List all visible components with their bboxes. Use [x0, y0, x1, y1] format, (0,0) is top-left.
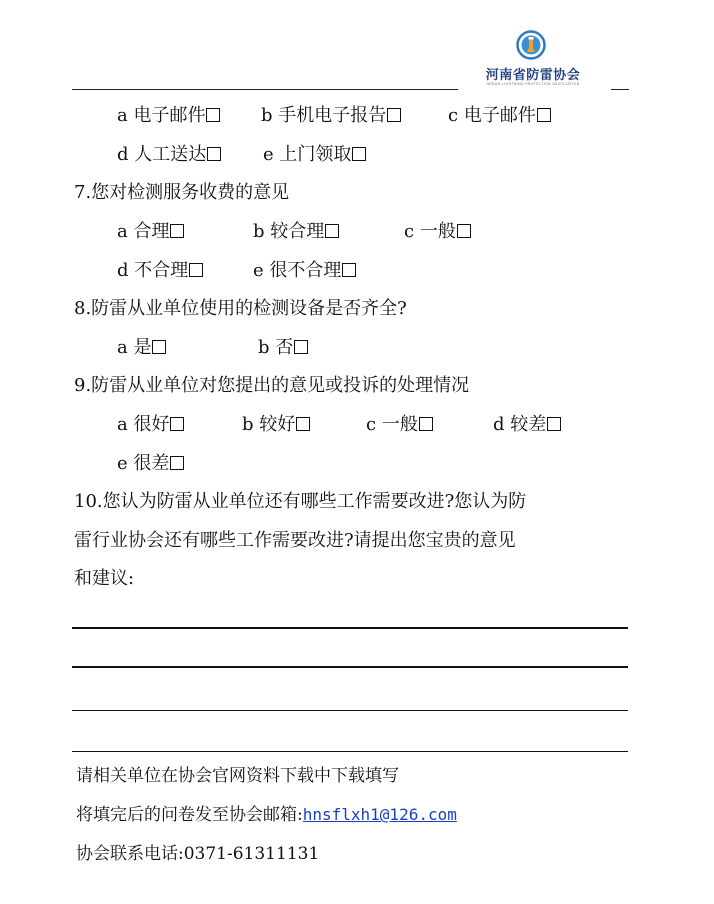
checkbox[interactable] — [170, 224, 184, 238]
checkbox[interactable] — [207, 147, 221, 161]
option-key: d — [493, 414, 505, 435]
q7-question: 7.您对检测服务收费的意见 — [74, 182, 290, 203]
checkbox[interactable] — [170, 417, 184, 431]
option-key: c — [366, 414, 377, 435]
option-label: 较差 — [510, 414, 547, 435]
checkbox[interactable] — [296, 417, 310, 431]
q10-question-line-3: 和建议: — [74, 568, 135, 589]
q10-question-line-1: 10.您认为防雷从业单位还有哪些工作需要改进?您认为防 — [74, 491, 527, 512]
option-label: 一般 — [419, 221, 456, 242]
option-key: a — [117, 337, 128, 358]
option-key: a — [117, 105, 128, 126]
q7-option-a[interactable] — [117, 220, 184, 244]
q6-option-b[interactable] — [261, 104, 401, 128]
option-label: 较合理 — [270, 221, 325, 242]
logo-subtitle: HENAN LIGHTNING PROTECTION ASSOCIATION — [486, 82, 580, 86]
footer-email-prefix: 将填完后的问卷发至协会邮箱: — [76, 805, 303, 825]
answer-line-2[interactable] — [72, 666, 628, 668]
association-logo — [464, 30, 602, 90]
q9-option-d[interactable] — [493, 413, 561, 437]
answer-line-3[interactable] — [72, 710, 628, 711]
option-label: 很不合理 — [269, 260, 342, 281]
option-key: b — [258, 337, 270, 358]
q6-option-d[interactable] — [117, 143, 221, 167]
header-rule-left — [72, 89, 458, 90]
q8-option-b[interactable] — [258, 336, 308, 360]
option-key: e — [117, 453, 128, 474]
checkbox[interactable] — [170, 456, 184, 470]
checkbox[interactable] — [294, 340, 308, 354]
checkbox[interactable] — [387, 108, 401, 122]
option-label: 否 — [275, 337, 294, 358]
q8-question: 8.防雷从业单位使用的检测设备是否齐全? — [74, 298, 407, 319]
option-key: b — [242, 414, 254, 435]
q9-option-c[interactable] — [366, 413, 433, 437]
option-key: a — [117, 221, 128, 242]
option-key: d — [117, 260, 129, 281]
option-label: 手机电子报告 — [278, 105, 387, 126]
q9-question: 9.防雷从业单位对您提出的意见或投诉的处理情况 — [74, 375, 470, 396]
q7-option-e[interactable] — [253, 259, 356, 283]
option-key: e — [263, 144, 274, 165]
option-key: b — [261, 105, 273, 126]
answer-line-1[interactable] — [72, 627, 628, 629]
checkbox[interactable] — [457, 224, 471, 238]
checkbox[interactable] — [352, 147, 366, 161]
footer-email-note — [76, 804, 457, 826]
q10-question-line-2: 雷行业协会还有哪些工作需要改进?请提出您宝贵的意见 — [74, 530, 516, 551]
checkbox[interactable] — [547, 417, 561, 431]
option-label: 上门领取 — [279, 144, 352, 165]
q8-option-a[interactable] — [117, 336, 166, 360]
checkbox[interactable] — [189, 263, 203, 277]
q6-option-e[interactable] — [263, 143, 366, 167]
option-label: 很差 — [133, 453, 170, 474]
checkbox[interactable] — [325, 224, 339, 238]
checkbox[interactable] — [152, 340, 166, 354]
q7-option-b[interactable] — [253, 220, 339, 244]
option-label: 电子邮件 — [463, 105, 536, 126]
q9-option-b[interactable] — [242, 413, 310, 437]
lighthouse-emblem-icon — [516, 30, 546, 60]
option-label: 合理 — [133, 221, 170, 242]
header-rule-right — [611, 89, 629, 90]
checkbox[interactable] — [206, 108, 220, 122]
option-key: c — [448, 105, 459, 126]
q6-option-a[interactable] — [117, 104, 220, 128]
option-key: d — [117, 144, 129, 165]
option-label: 电子邮件 — [133, 105, 206, 126]
checkbox[interactable] — [419, 417, 433, 431]
q7-option-c[interactable] — [404, 220, 471, 244]
option-key: c — [404, 221, 415, 242]
q7-option-d[interactable] — [117, 259, 203, 283]
footer-download-note: 请相关单位在协会官网资料下载中下载填写 — [76, 766, 399, 786]
option-label: 较好 — [259, 414, 296, 435]
option-key: a — [117, 414, 128, 435]
option-label: 不合理 — [134, 260, 189, 281]
option-label: 一般 — [381, 414, 418, 435]
option-key: b — [253, 221, 265, 242]
footer-phone: 协会联系电话:0371-61311131 — [76, 844, 320, 864]
option-label: 很好 — [133, 414, 170, 435]
q9-option-a[interactable] — [117, 413, 184, 437]
option-key: e — [253, 260, 264, 281]
q9-option-e[interactable] — [117, 452, 184, 476]
option-label: 是 — [133, 337, 152, 358]
option-label: 人工送达 — [134, 144, 207, 165]
answer-line-4[interactable] — [72, 751, 628, 752]
q6-option-c[interactable] — [448, 104, 551, 128]
email-link[interactable]: hnsflxh1@126.com — [302, 805, 457, 824]
logo-name: 河南省防雷协会 — [485, 68, 581, 83]
checkbox[interactable] — [342, 263, 356, 277]
checkbox[interactable] — [537, 108, 551, 122]
